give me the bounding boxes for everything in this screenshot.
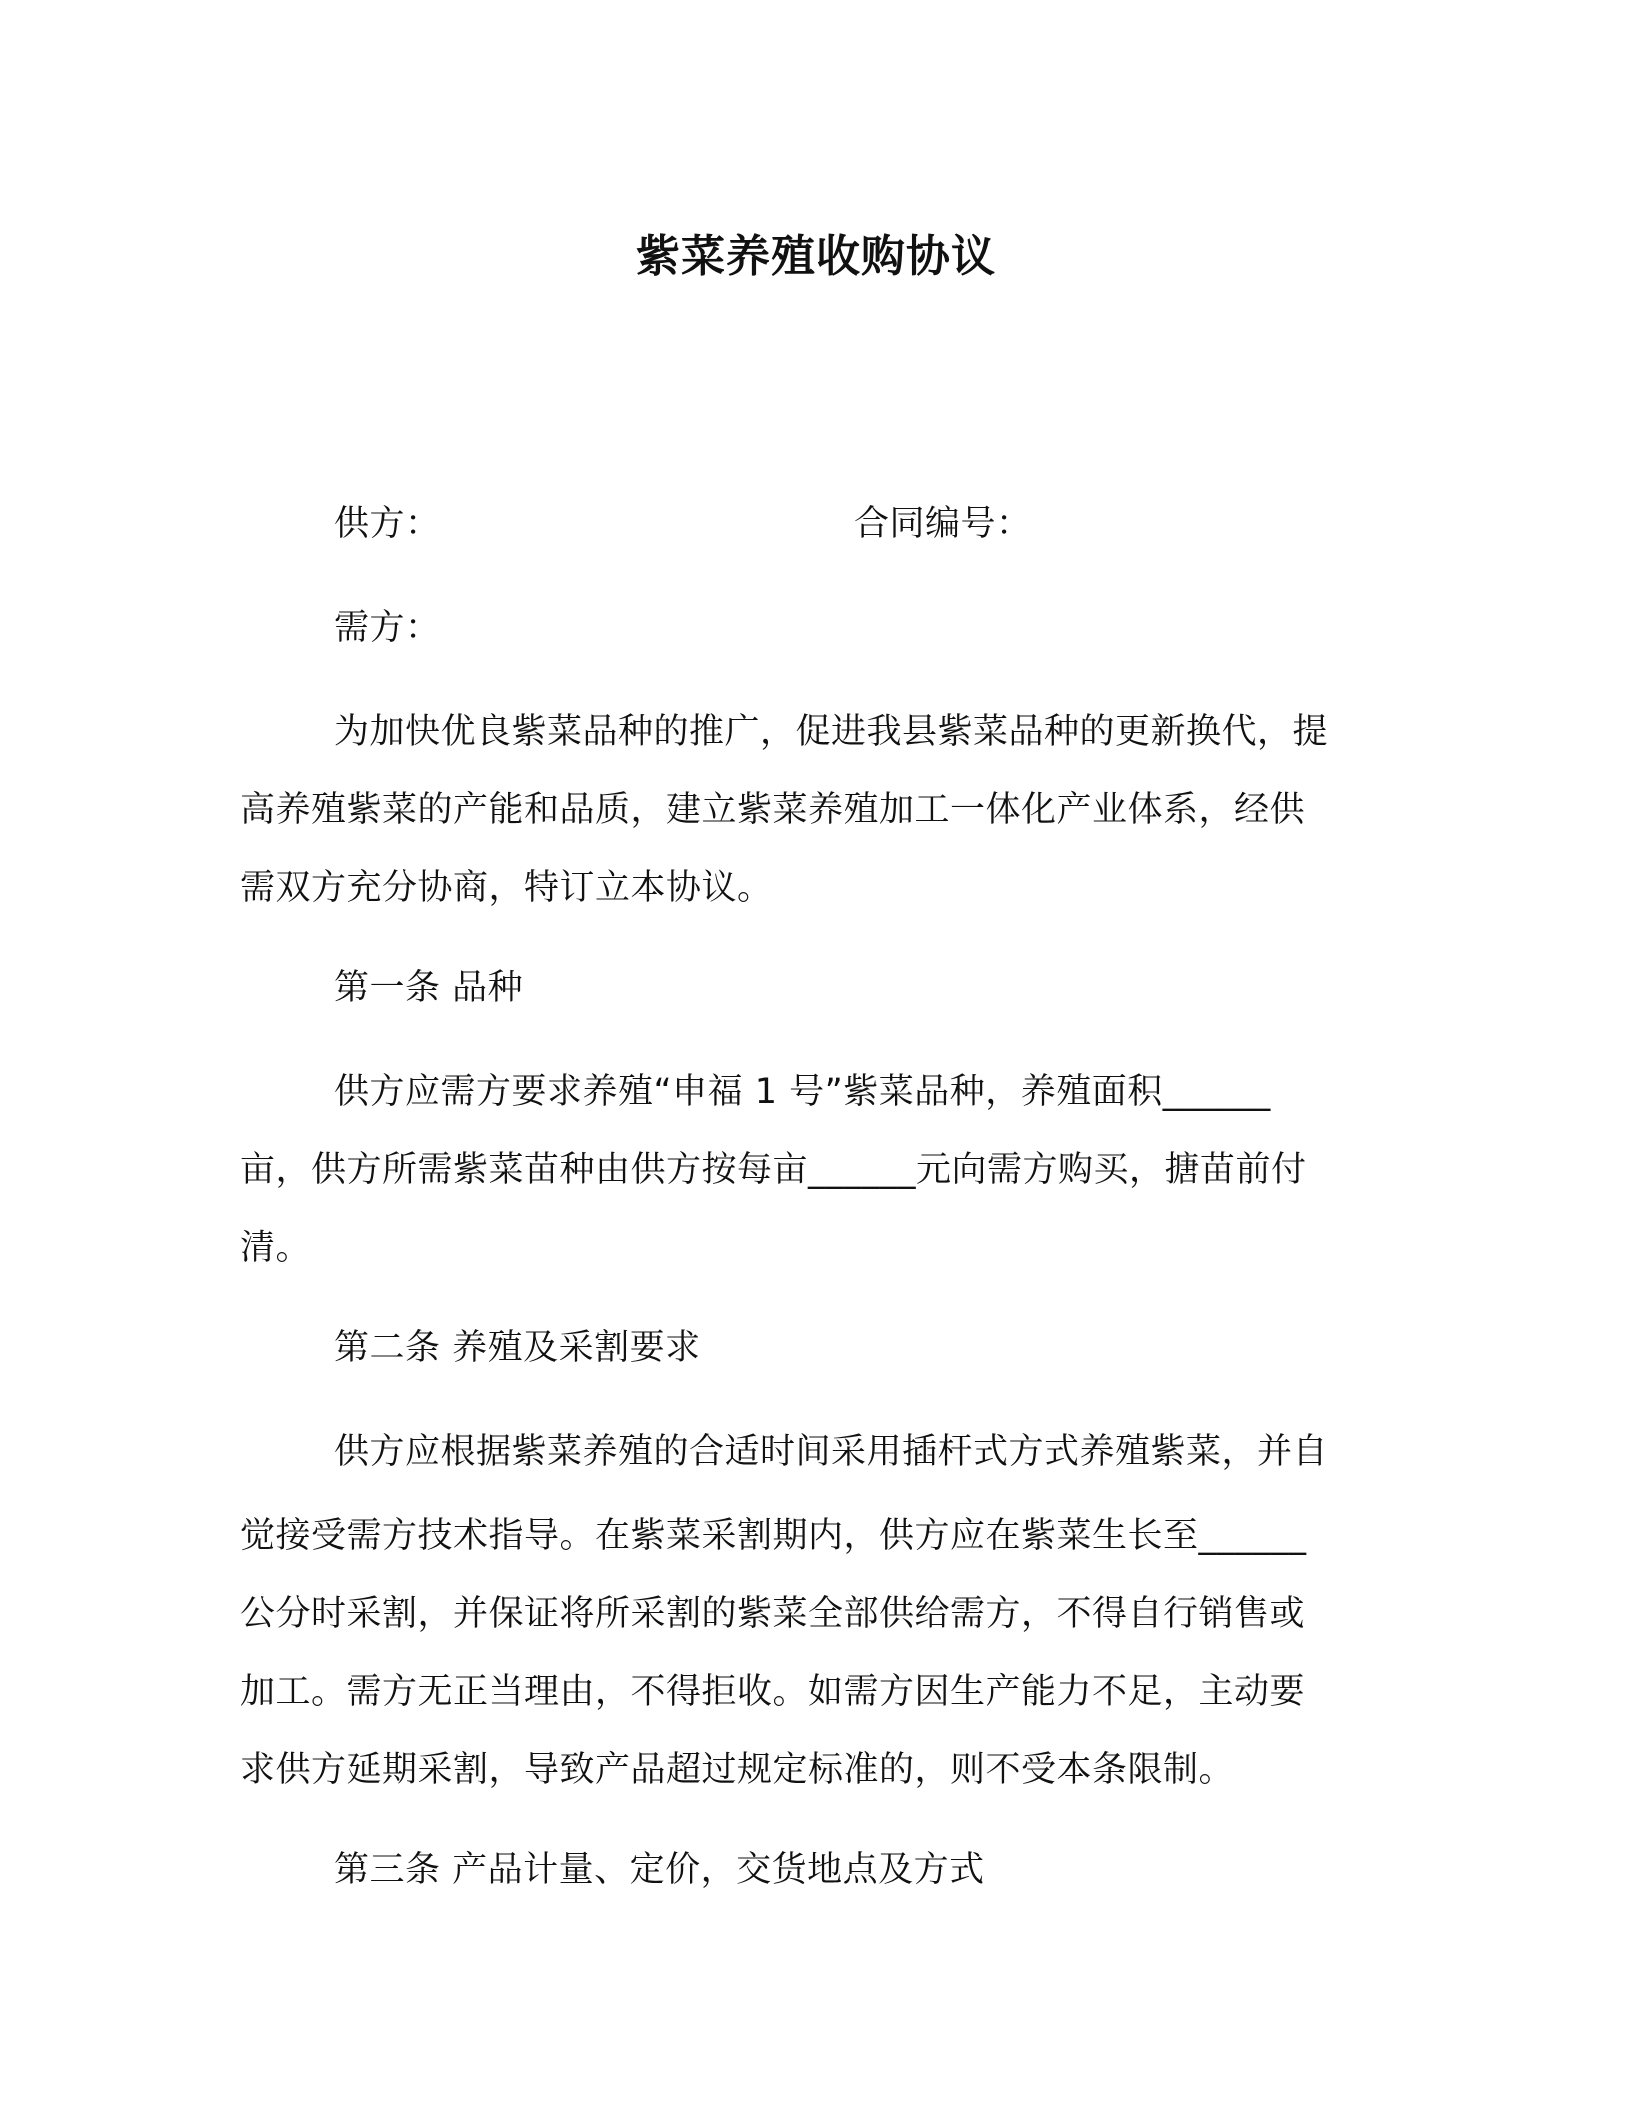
document-title: 紫菜养殖收购协议	[636, 231, 996, 282]
article-1-line: 亩，供方所需紫菜苗种由供方按每亩______元向需方购买，搪苗前付	[240, 1150, 1307, 1190]
buyer-label: 需方：	[334, 608, 441, 648]
article-1-line: 清。	[240, 1228, 312, 1268]
article-2-line: 觉接受需方技术指导。在紫菜采割期内，供方应在紫菜生长至______	[240, 1516, 1307, 1556]
article-1-heading: 第一条 品种	[334, 968, 524, 1008]
article-2-line: 加工。需方无正当理由，不得拒收。如需方因生产能力不足，主动要	[240, 1672, 1306, 1712]
preamble-line: 为加快优良紫菜品种的推广，促进我县紫菜品种的更新换代，提	[334, 712, 1329, 752]
article-2-line: 公分时采割，并保证将所采割的紫菜全部供给需方，不得自行销售或	[240, 1594, 1306, 1634]
preamble-line: 需双方充分协商，特订立本协议。	[240, 868, 773, 908]
preamble-line: 高养殖紫菜的产能和品质，建立紫菜养殖加工一体化产业体系，经供	[240, 790, 1306, 830]
article-2-heading: 第二条 养殖及采割要求	[334, 1328, 701, 1368]
article-1-line: 供方应需方要求养殖“申福 1 号”紫菜品种，养殖面积______	[334, 1072, 1271, 1112]
article-2-line: 求供方延期采割，导致产品超过规定标准的，则不受本条限制。	[240, 1750, 1235, 1790]
contract-number-label: 合同编号：	[854, 504, 1032, 544]
article-2-line: 供方应根据紫菜养殖的合适时间采用插杆式方式养殖紫菜，并自	[334, 1432, 1329, 1472]
article-3-heading: 第三条 产品计量、定价，交货地点及方式	[334, 1850, 985, 1890]
supplier-label: 供方：	[334, 504, 441, 544]
